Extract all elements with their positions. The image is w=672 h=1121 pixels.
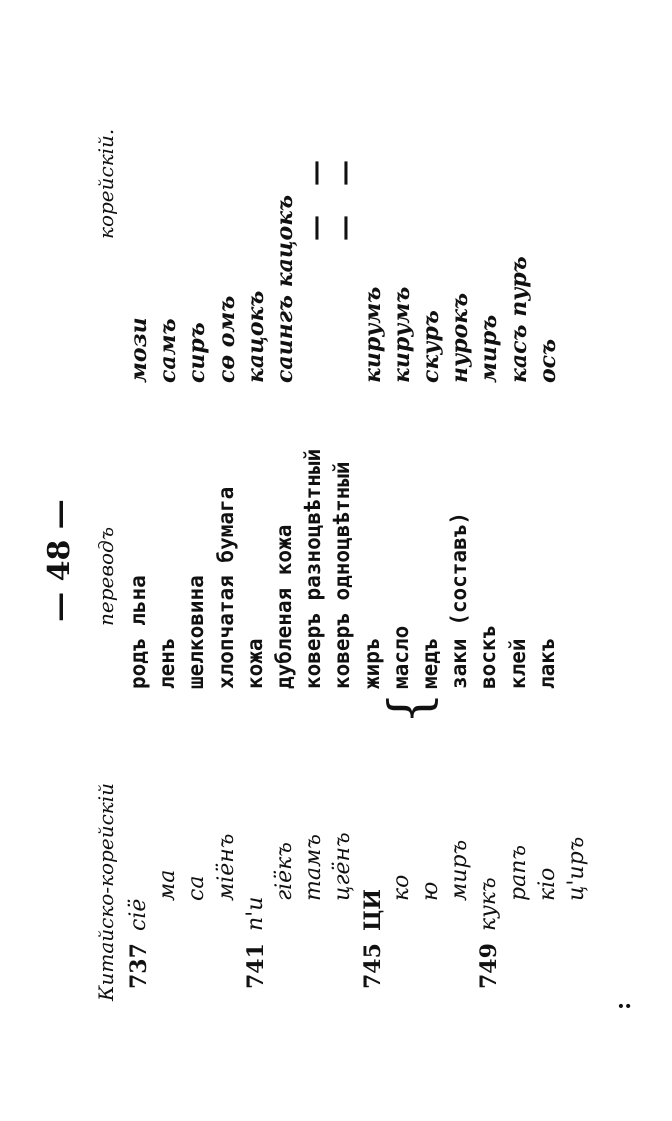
- table-row: [126, 0, 155, 1121]
- chinese-korean-word: міёнъ: [213, 833, 239, 901]
- table-row: [535, 0, 564, 1121]
- chinese-korean-word: цгёнъ: [330, 832, 356, 901]
- table-row: [272, 0, 301, 1121]
- korean-word: сө омъ: [213, 295, 240, 383]
- korean-word: — —: [301, 149, 332, 241]
- chinese-korean-word: п'и: [242, 896, 268, 931]
- chinese-korean-word: са: [184, 875, 210, 901]
- table-row: [418, 0, 447, 1121]
- translation-word: клей: [505, 638, 530, 689]
- chinese-korean-word: сіё: [126, 898, 151, 931]
- table-row: [243, 0, 272, 1121]
- translation-word: медъ: [418, 638, 442, 689]
- table-row: [184, 0, 213, 1121]
- chinese-korean-word: кукъ: [476, 877, 502, 931]
- margin-mark: :: [610, 1001, 636, 1010]
- chinese-korean-word: гіёкъ: [272, 842, 297, 901]
- brace-glyph: {: [378, 692, 443, 725]
- korean-word: кирумъ: [359, 286, 386, 383]
- table-row: [447, 0, 476, 1121]
- chinese-korean-word: ю: [418, 881, 443, 901]
- chinese-korean-word: миръ: [447, 839, 473, 901]
- chinese-korean-word: ЦИ: [359, 888, 386, 931]
- korean-word: осъ: [534, 338, 561, 383]
- header-korean: корейскій.: [94, 128, 118, 239]
- translation-word: воскъ: [476, 625, 501, 689]
- chinese-korean-word: кіо: [534, 867, 560, 901]
- translation-word: кожа: [242, 638, 267, 689]
- translation-word: родъ льна: [126, 575, 150, 689]
- chinese-korean-word: ма: [155, 869, 181, 901]
- korean-word: мози: [126, 317, 152, 383]
- translation-word: хлопчатая бумага: [213, 486, 238, 689]
- korean-word: сиръ: [184, 322, 211, 383]
- korean-word: касъ пуръ: [505, 256, 532, 383]
- table-row: [564, 0, 593, 1121]
- header-chinese-korean: Китайско-корейскій: [94, 783, 118, 1001]
- translation-word: шелковина: [184, 575, 209, 689]
- chinese-korean-word: ц'иръ: [564, 836, 589, 901]
- translation-word: дубленая кожа: [272, 524, 296, 689]
- table-row: [476, 0, 505, 1121]
- table-row: [330, 0, 359, 1121]
- entry-number: 749: [476, 943, 503, 989]
- translation-word: ленъ: [155, 638, 180, 689]
- table-row: [506, 0, 535, 1121]
- header-translation: переводъ: [94, 526, 118, 626]
- translation-word: коверъ одноцвѣтный: [330, 461, 355, 689]
- chinese-korean-word: рапъ: [505, 844, 531, 901]
- korean-word: — —: [330, 149, 361, 241]
- korean-word: миръ: [476, 314, 503, 383]
- chinese-korean-word: тамъ: [301, 834, 327, 901]
- entry-number: 737: [126, 943, 152, 989]
- korean-word: кирумъ: [388, 286, 415, 383]
- table-row: [301, 0, 330, 1121]
- translation-word: лакъ: [534, 638, 559, 689]
- translation-word: масло: [388, 625, 413, 689]
- table-row: [214, 0, 243, 1121]
- translation-word: жиръ: [359, 638, 384, 689]
- entry-number: 741: [242, 943, 269, 989]
- korean-word: нурокъ: [447, 292, 474, 383]
- korean-word: саингъ кацокъ: [272, 194, 298, 383]
- chinese-korean-word: ко: [388, 874, 414, 901]
- table-row: [360, 0, 389, 1121]
- page-number: — 48 —: [42, 499, 77, 622]
- table-row: [389, 0, 418, 1121]
- korean-word: самъ: [155, 318, 182, 383]
- entry-number: 745: [359, 943, 386, 989]
- translation-word: коверъ разноцвѣтный: [301, 448, 326, 689]
- table-row: [155, 0, 184, 1121]
- translation-word: заки (составъ): [447, 511, 472, 689]
- korean-word: кацокъ: [242, 290, 269, 383]
- korean-word: скуръ: [418, 310, 444, 383]
